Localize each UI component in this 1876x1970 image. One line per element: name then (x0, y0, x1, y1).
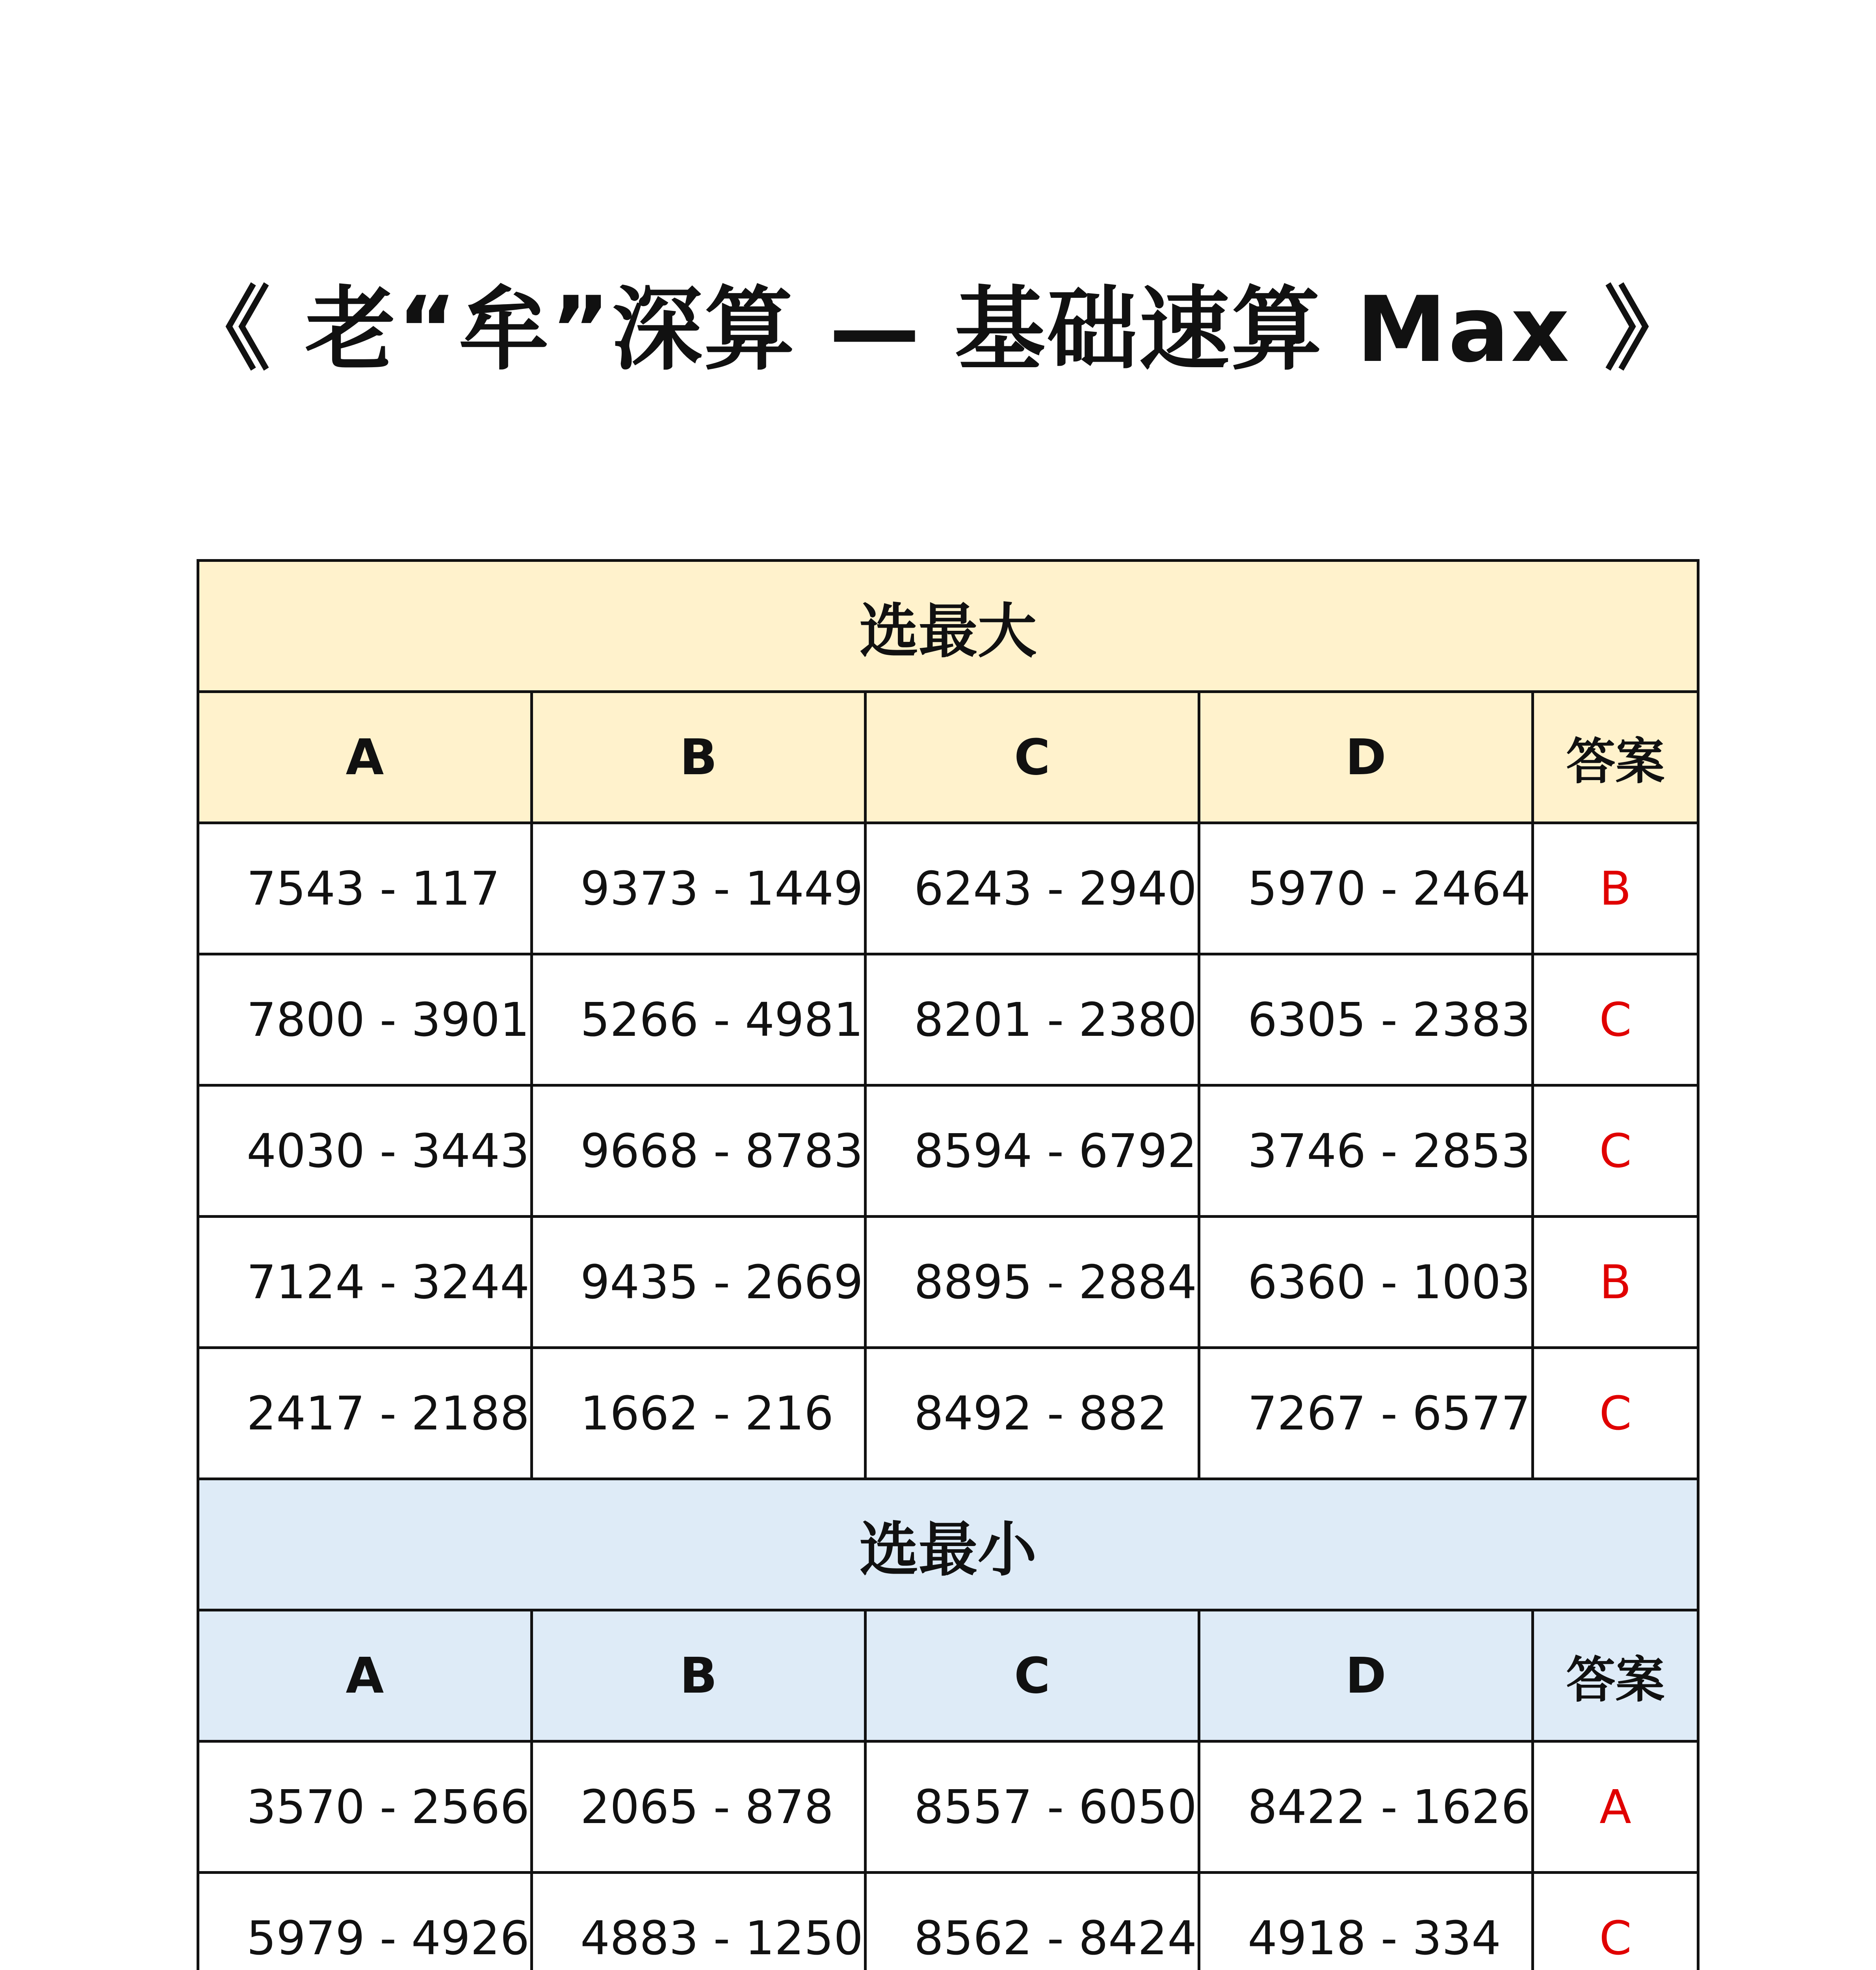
table-row (198, 823, 1698, 954)
option-b: 9373 - 1449 (532, 823, 866, 954)
option-a: 7543 - 117 (198, 823, 532, 954)
option-d: 5970 - 2464 (1199, 823, 1533, 954)
column-header-d: D (1199, 692, 1533, 823)
answer-cell: C (1533, 1873, 1698, 1970)
option-c: 8895 - 2884 (866, 1217, 1199, 1348)
answer-cell: C (1533, 1085, 1698, 1217)
exercise-table (197, 559, 1700, 1970)
table-row (198, 954, 1698, 1085)
table-row (198, 1741, 1698, 1873)
option-d: 7267 - 6577 (1199, 1348, 1533, 1479)
table-row (198, 1873, 1698, 1970)
section-title-row (198, 1479, 1698, 1610)
option-a: 7800 - 3901 (198, 954, 532, 1085)
page-title: 《 老“牟”深算 — 基础速算 Max 》 (180, 277, 1696, 383)
table-row (198, 1348, 1698, 1479)
section-max (198, 561, 1698, 1479)
answer-cell: B (1533, 1217, 1698, 1348)
section-title-row (198, 561, 1698, 692)
option-a: 5979 - 4926 (198, 1873, 532, 1970)
column-header-d: D (1199, 1610, 1533, 1741)
column-header-row (198, 1610, 1698, 1741)
option-d: 6360 - 1003 (1199, 1217, 1533, 1348)
column-header-answer: 答案 (1533, 1610, 1698, 1741)
column-header-b: B (532, 692, 866, 823)
section-min (198, 1479, 1698, 1970)
option-c: 8562 - 8424 (866, 1873, 1199, 1970)
option-d: 6305 - 2383 (1199, 954, 1533, 1085)
option-a: 7124 - 3244 (198, 1217, 532, 1348)
option-d: 4918 - 334 (1199, 1873, 1533, 1970)
option-b: 1662 - 216 (532, 1348, 866, 1479)
option-b: 2065 - 878 (532, 1741, 866, 1873)
option-c: 6243 - 2940 (866, 823, 1199, 954)
table-row (198, 1217, 1698, 1348)
option-b: 4883 - 1250 (532, 1873, 866, 1970)
column-header-a: A (198, 1610, 532, 1741)
option-b: 5266 - 4981 (532, 954, 866, 1085)
option-a: 4030 - 3443 (198, 1085, 532, 1217)
section-title: 选最大 (198, 561, 1698, 692)
column-header-c: C (866, 692, 1199, 823)
option-a: 2417 - 2188 (198, 1348, 532, 1479)
section-title: 选最小 (198, 1479, 1698, 1610)
column-header-a: A (198, 692, 532, 823)
option-c: 8492 - 882 (866, 1348, 1199, 1479)
option-b: 9668 - 8783 (532, 1085, 866, 1217)
answer-cell: B (1533, 823, 1698, 954)
answer-cell: C (1533, 954, 1698, 1085)
option-c: 8201 - 2380 (866, 954, 1199, 1085)
option-d: 3746 - 2853 (1199, 1085, 1533, 1217)
option-c: 8594 - 6792 (866, 1085, 1199, 1217)
option-c: 8557 - 6050 (866, 1741, 1199, 1873)
answer-cell: C (1533, 1348, 1698, 1479)
answer-cell: A (1533, 1741, 1698, 1873)
option-b: 9435 - 2669 (532, 1217, 866, 1348)
column-header-answer: 答案 (1533, 692, 1698, 823)
column-header-c: C (866, 1610, 1199, 1741)
column-header-b: B (532, 1610, 866, 1741)
column-header-row (198, 692, 1698, 823)
table-row (198, 1085, 1698, 1217)
option-a: 3570 - 2566 (198, 1741, 532, 1873)
option-d: 8422 - 1626 (1199, 1741, 1533, 1873)
